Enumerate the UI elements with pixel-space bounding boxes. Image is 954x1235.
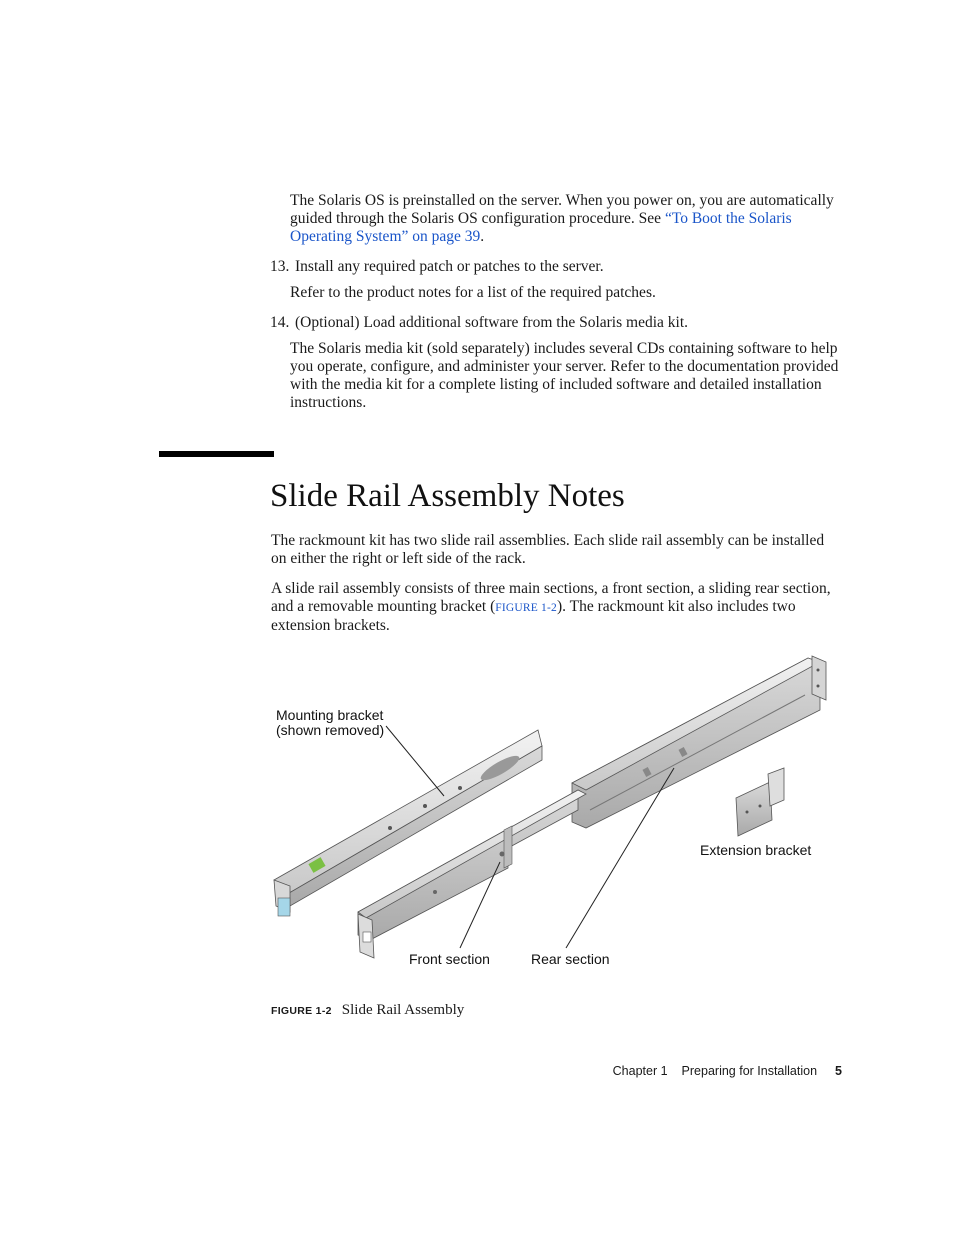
footer-title: Preparing for Installation	[681, 1064, 818, 1078]
slide-rail-figure	[260, 650, 840, 980]
front-section-label: Front section	[409, 951, 490, 967]
step-13-detail: Refer to the product notes for a list of the required patches.	[290, 284, 656, 301]
boot-solaris-link[interactable]: “To Boot the Solaris Operating System” on page 39	[290, 210, 792, 245]
section-rule	[159, 451, 274, 457]
mounting-bracket-label-line2: (shown removed)	[276, 722, 385, 738]
figure-caption-title: Slide Rail Assembly	[341, 1002, 465, 1018]
extension-bracket	[736, 768, 784, 836]
step-14-text: (Optional) Load additional software from the Solaris media kit.	[295, 314, 688, 331]
figure-caption	[271, 1001, 464, 1020]
rear-section-label: Rear section	[531, 951, 610, 967]
section-heading: Slide Rail Assembly Notes	[270, 478, 625, 514]
intro-paragraph: The Solaris OS is preinstalled on the server. When you power on, you are automatically guided through the Solaris OS configuration procedure. See “To Boot the Solaris Operating System” on page 39.	[290, 192, 834, 245]
step-13-text: Install any required patch or patches to the server.	[295, 258, 604, 275]
figure-ref-link[interactable]: FIGURE 1-2	[495, 602, 557, 614]
section-paragraph-2: A slide rail assembly consists of three main sections, a front section, a sliding rear section, and a removable mounting bracket (FIGURE 1-2). The rackmount kit also includes two extension brackets.	[271, 580, 831, 634]
step-14-number: 14.	[270, 314, 290, 331]
page-footer	[560, 1063, 842, 1079]
footer-chapter: Chapter 1	[612, 1064, 668, 1078]
step-13-number: 13.	[270, 258, 290, 275]
step-14-detail: The Solaris media kit (sold separately) includes several CDs containing software to help you operate, configure, and administer your server. Refer to the documentation provided with the media kit for a complete listing of included software and detailed installation instructions.	[290, 340, 839, 411]
mounting-bracket-label-line1: Mounting bracket	[276, 707, 384, 723]
rear-section-rail	[572, 656, 826, 828]
page-number: 5	[835, 1064, 842, 1078]
extension-bracket-label: Extension bracket	[700, 842, 812, 858]
figure-caption-label: FIGURE 1-2	[271, 1005, 332, 1017]
section-paragraph-1: The rackmount kit has two slide rail assemblies. Each slide rail assembly can be installed on either the right or left side of the rack.	[271, 532, 825, 567]
mounting-leader-line	[386, 726, 444, 796]
